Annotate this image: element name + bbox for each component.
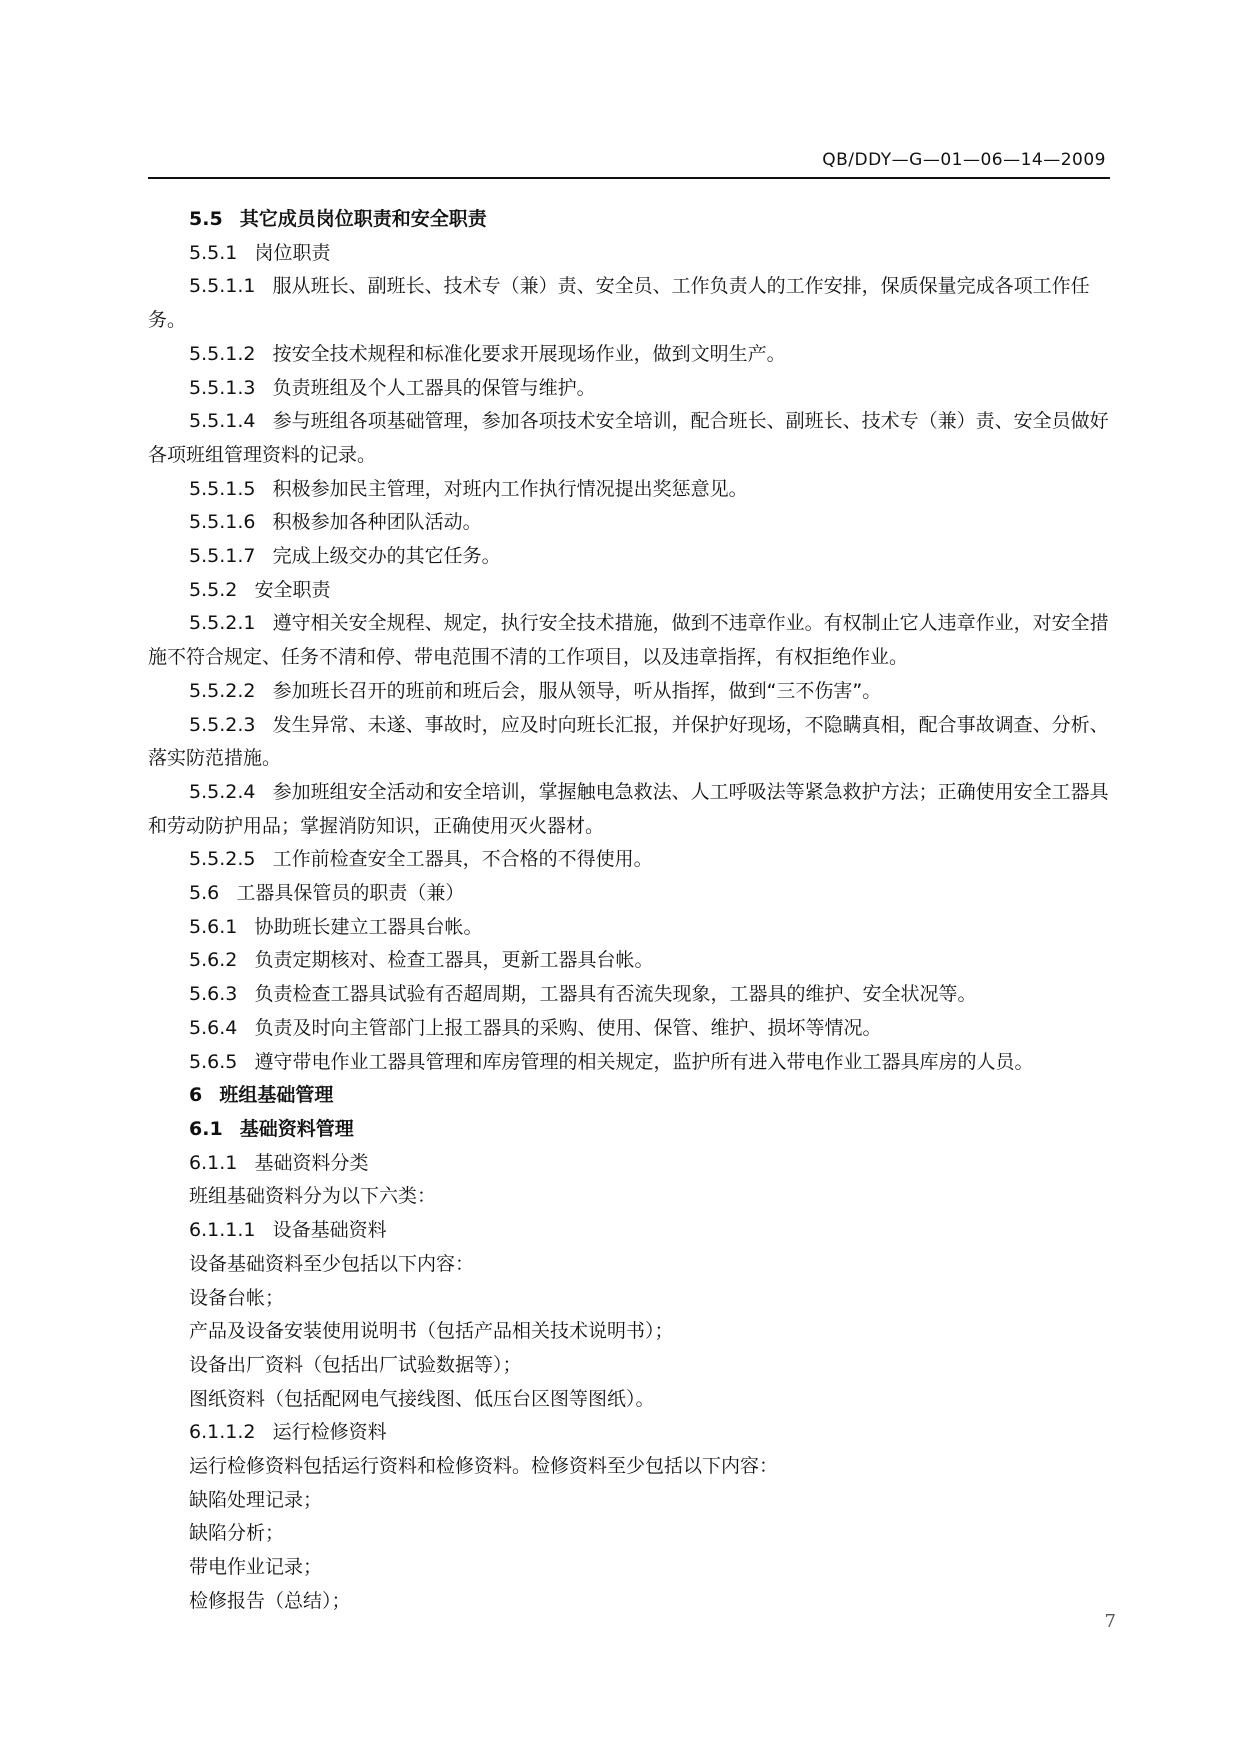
paragraph [148,1147,1114,1181]
paragraph [148,843,1114,877]
clause-text: 发生异常、未遂、事故时，应及时向班长汇报，并保护好现场，不隐瞒真相，配合事故调查、分析、落实防范措施。 [148,713,1109,770]
clause-text: 按安全技术规程和标准化要求开展现场作业，做到文明生产。 [272,342,786,365]
clause-text: 负责班组及个人工器具的保管与维护。 [272,376,596,399]
clause-number: 6.1.1.1 [189,1219,256,1242]
clause-number: 5.5.1.3 [189,376,256,399]
clause-text: 积极参加民主管理，对班内工作执行情况提出奖惩意见。 [272,477,748,500]
clause-text: 基础资料分类 [254,1151,369,1174]
clause-number: 5.5.2 [189,578,238,601]
clause-text: 积极参加各种团队活动。 [272,511,482,534]
paragraph [148,1585,1114,1619]
clause-number: 5.5.2.2 [189,679,256,702]
clause-text: 负责定期核对、检查工器具，更新工器具台帐。 [254,949,654,972]
paragraph [148,1349,1114,1383]
paragraph [148,1180,1114,1214]
clause-text: 设备出厂资料（包括出厂试验数据等）； [189,1353,522,1376]
clause-number: 5.5.1.7 [189,545,256,568]
clause-text: 运行检修资料 [272,1421,387,1444]
clause-number: 5.5.1.4 [189,410,256,433]
clause-text: 班组基础管理 [219,1084,334,1107]
clause-text: 运行检修资料包括运行资料和检修资料。检修资料至少包括以下内容： [189,1455,779,1478]
paragraph [148,540,1114,574]
clause-text: 工作前检查安全工器具，不合格的不得使用。 [272,848,653,871]
section-heading [148,1113,1114,1147]
clause-text: 遵守相关安全规程、规定，执行安全技术措施，做到不违章作业。有权制止它人违章作业，对安全措施不符合规定、任务不清和停、带电范围不清的工作项目，以及违章指挥，有权拒绝作业。 [148,612,1109,669]
paragraph [148,1450,1114,1484]
paragraph [148,709,1114,776]
page-number: 7 [1104,1611,1116,1632]
clause-text: 带电作业记录； [189,1556,323,1579]
paragraph [148,607,1114,674]
clause-text: 检修报告（总结）； [189,1589,351,1612]
clause-text: 设备台帐； [189,1286,285,1309]
clause-text: 工器具保管员的职责（兼） [236,882,465,905]
clause-text: 设备基础资料至少包括以下内容： [189,1252,475,1275]
document-body [148,203,1114,1619]
clause-text: 缺陷分析； [189,1522,285,1545]
clause-text: 参与班组各项基础管理，参加各项技术安全培训，配合班长、副班长、技术专（兼）责、安全员做好各项班组管理资料的记录。 [148,410,1109,466]
clause-number: 5.5.1.1 [189,275,256,298]
clause-text: 协助班长建立工器具台帐。 [254,915,483,938]
paragraph [148,574,1114,608]
clause-text: 安全职责 [254,578,331,601]
clause-number: 5.5.1.2 [189,342,256,365]
clause-number: 5.5.1.6 [189,511,256,534]
clause-number: 6.1 [189,1117,223,1140]
paragraph [148,978,1114,1012]
clause-text: 其它成员岗位职责和安全职责 [239,208,487,230]
clause-number: 5.5 [189,208,223,230]
paragraph [148,1383,1114,1417]
clause-text: 产品及设备安装使用说明书（包括产品相关技术说明书）； [189,1320,674,1343]
clause-text: 设备基础资料 [272,1219,387,1242]
paragraph [148,1046,1114,1080]
clause-text: 图纸资料（包括配网电气接线图、低压台区图等图纸）。 [189,1387,655,1410]
clause-number: 5.6.5 [189,1050,238,1073]
clause-number: 6.1.1 [189,1151,238,1174]
header-divider [148,177,1110,179]
clause-number: 5.6 [189,882,220,905]
clause-text: 负责检查工器具试验有否超周期，工器具有否流失现象，工器具的维护、安全状况等。 [254,983,977,1006]
clause-text: 缺陷处理记录； [189,1488,323,1511]
clause-number: 5.5.2.3 [189,713,256,736]
clause-text: 遵守带电作业工器具管理和库房管理的相关规定，监护所有进入带电作业工器具库房的人员。 [254,1050,1034,1073]
section-heading [148,203,1114,237]
paragraph [148,270,1114,337]
clause-number: 5.5.2.1 [189,612,256,635]
paragraph [148,1484,1114,1518]
paragraph [148,1282,1114,1316]
clause-text: 参加班组安全活动和安全培训，掌握触电急救法、人工呼吸法等紧急救护方法；正确使用安全工器具和劳动防护用品；掌握消防知识，正确使用灭火器材。 [148,780,1109,837]
clause-number: 5.6.3 [189,983,238,1006]
clause-number: 5.5.2.5 [189,848,256,871]
paragraph [148,1012,1114,1046]
paragraph [148,1248,1114,1282]
clause-text: 班组基础资料分为以下六类： [189,1185,437,1208]
document-code: QB/DDY—G—01—06—14—2009 [822,150,1106,170]
paragraph [148,237,1114,271]
clause-number: 6 [189,1084,203,1107]
paragraph [148,405,1114,472]
clause-number: 6.1.1.2 [189,1421,256,1444]
clause-number: 5.6.4 [189,1016,238,1039]
paragraph [148,1214,1114,1248]
paragraph [148,911,1114,945]
section-heading [148,1079,1114,1113]
paragraph [148,1551,1114,1585]
paragraph [148,506,1114,540]
paragraph [148,944,1114,978]
clause-text: 完成上级交办的其它任务。 [272,545,501,568]
paragraph [148,877,1114,911]
paragraph [148,675,1114,709]
clause-number: 5.5.1.5 [189,477,256,500]
clause-number: 5.5.2.4 [189,780,256,803]
clause-text: 参加班长召开的班前和班后会，服从领导，听从指挥，做到“三不伤害”。 [272,679,882,702]
paragraph [148,776,1114,843]
clause-text: 负责及时向主管部门上报工器具的采购、使用、保管、维护、损坏等情况。 [254,1016,882,1039]
clause-number: 5.6.1 [189,915,238,938]
paragraph [148,1315,1114,1349]
clause-number: 5.5.1 [189,241,238,264]
clause-text: 基础资料管理 [239,1117,354,1140]
paragraph [148,1517,1114,1551]
clause-number: 5.6.2 [189,949,238,972]
paragraph [148,338,1114,372]
clause-text: 岗位职责 [254,241,331,264]
paragraph [148,372,1114,406]
paragraph [148,473,1114,507]
clause-text: 服从班长、副班长、技术专（兼）责、安全员、工作负责人的工作安排，保质保量完成各项工作任务。 [148,275,1090,332]
paragraph [148,1416,1114,1450]
